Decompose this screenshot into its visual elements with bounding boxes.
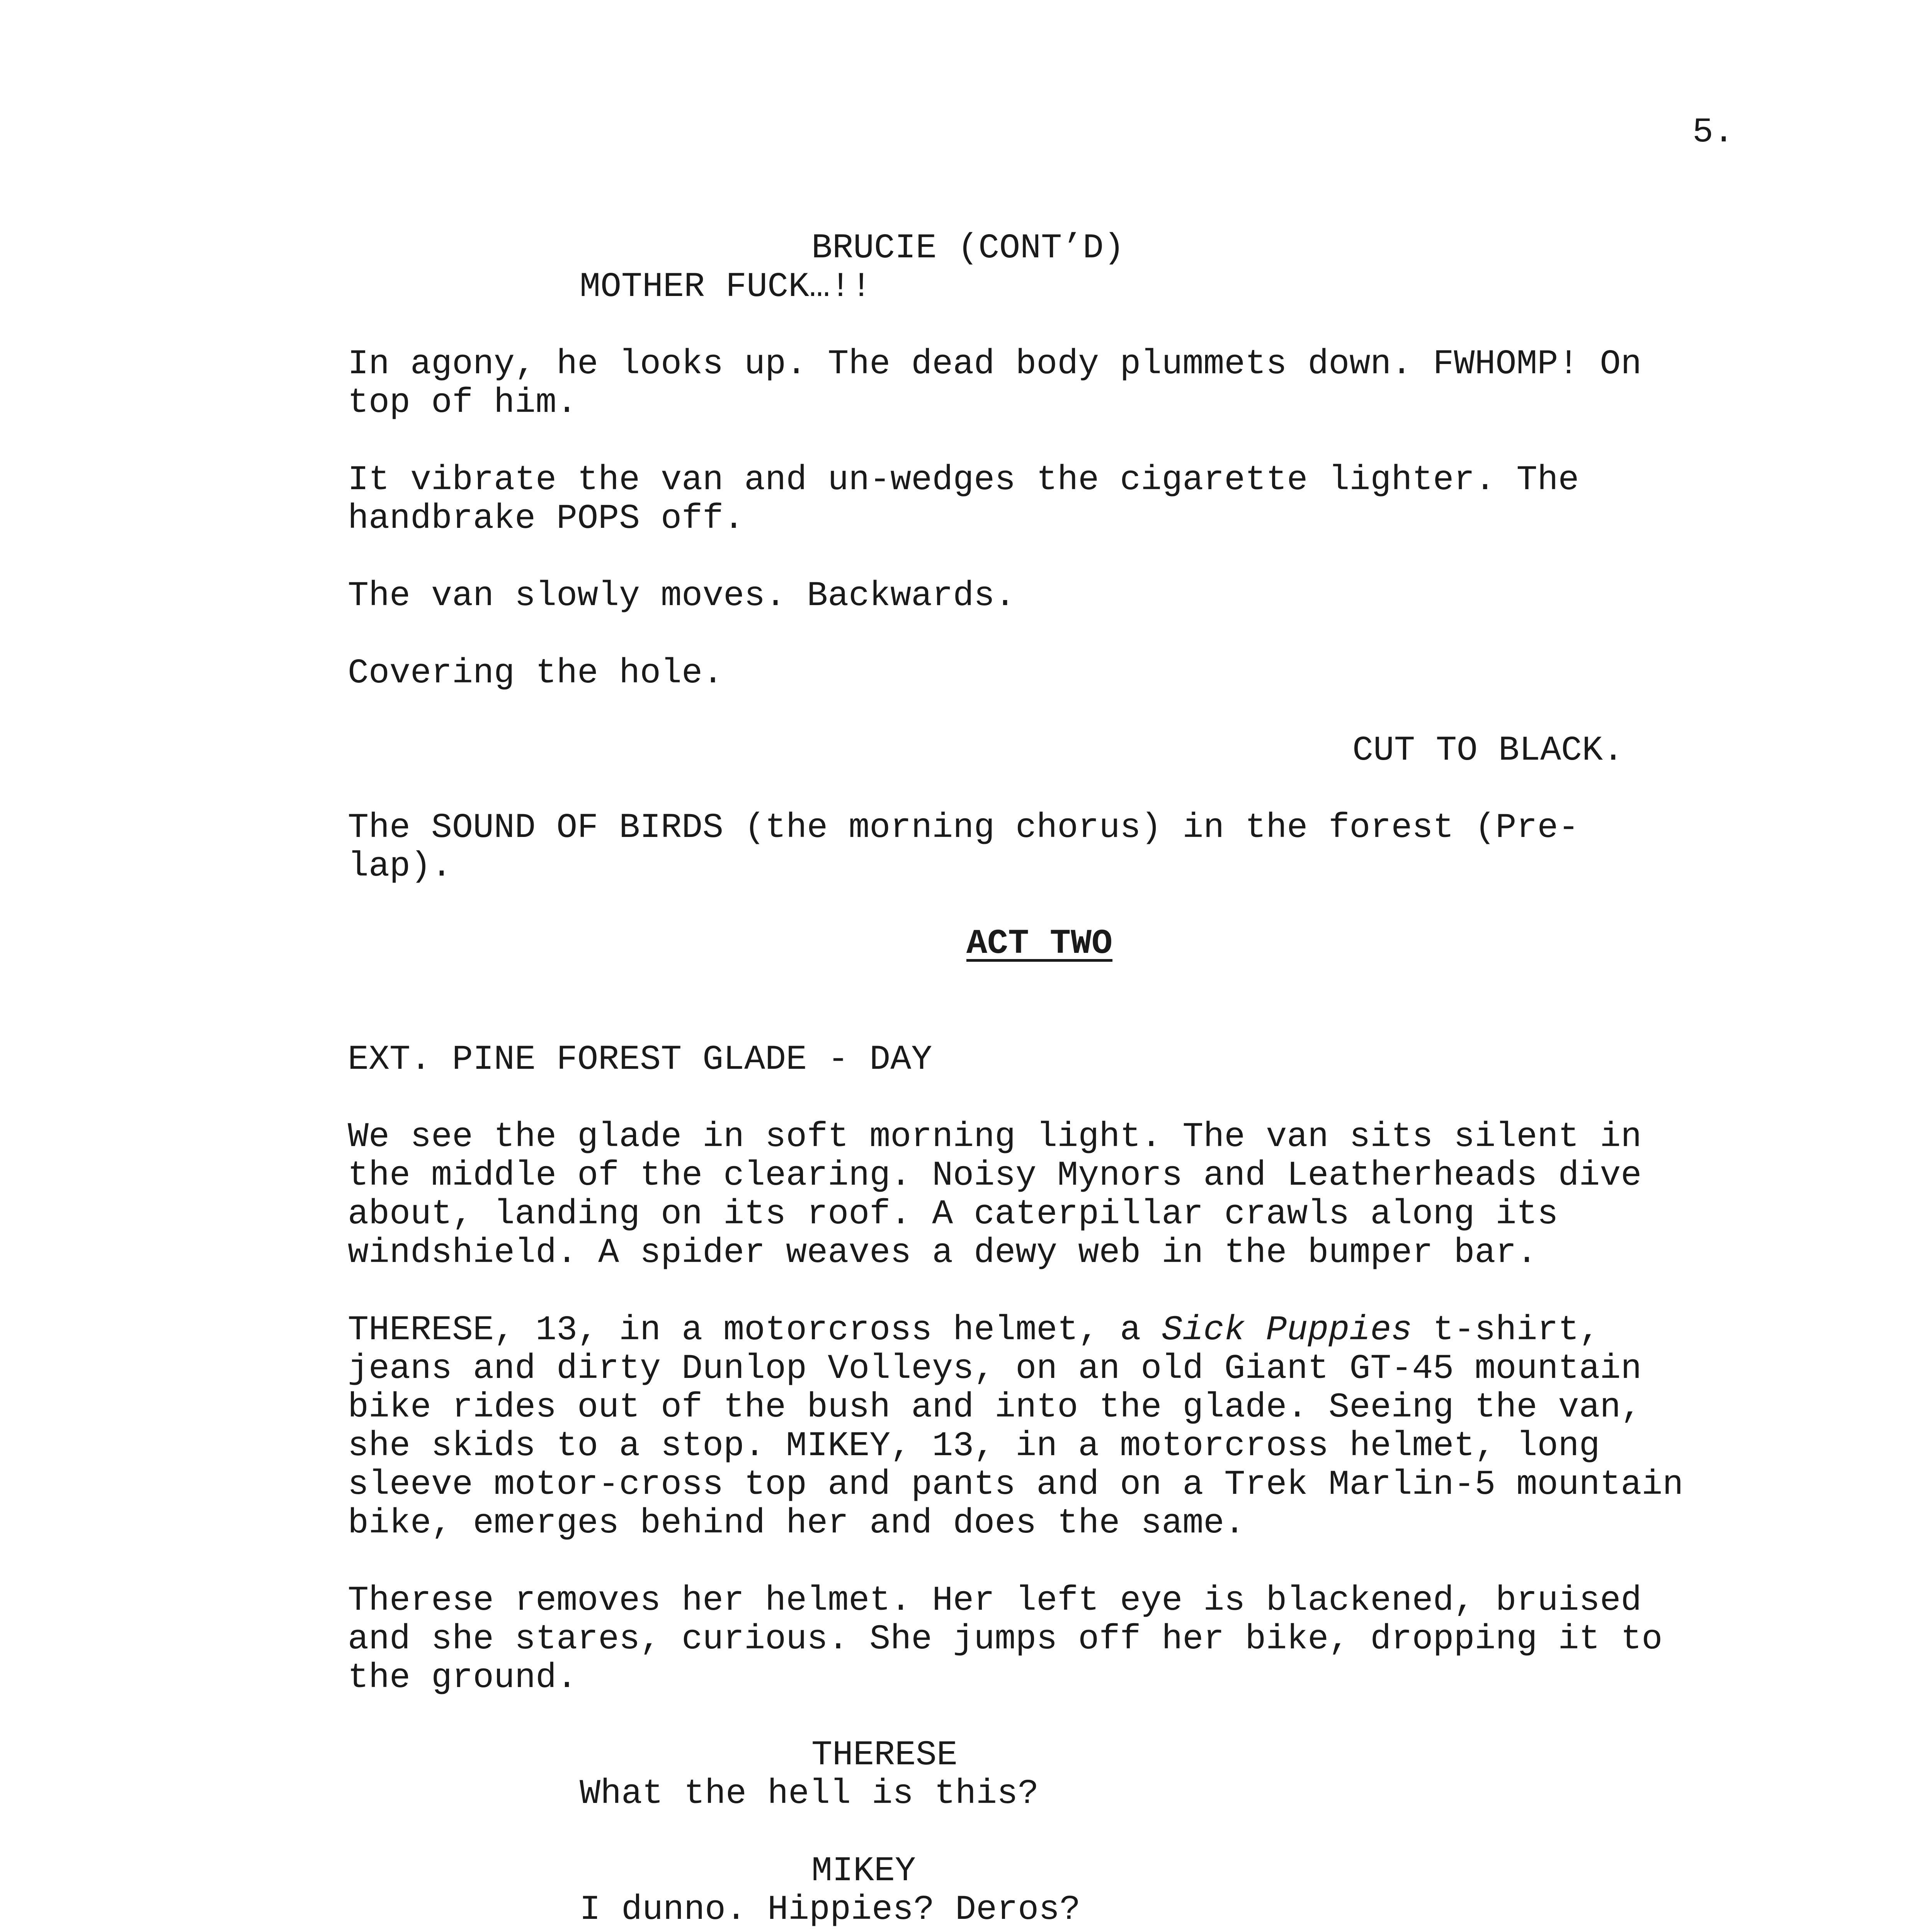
act-heading: ACT TWO	[966, 924, 1113, 964]
dialogue-line: MOTHER FUCK…!!	[580, 267, 872, 307]
action-line: top of him.	[348, 383, 578, 423]
dialogue-line: What the hell is this?	[580, 1774, 1039, 1814]
action-line: about, landing on its roof. A caterpillar crawls along its	[348, 1195, 1558, 1234]
action-line: the ground.	[348, 1658, 578, 1698]
action-line: It vibrate the van and un-wedges the cigarette lighter. The	[348, 461, 1579, 500]
action-line: We see the glade in soft morning light. The van sits silent in	[348, 1117, 1642, 1157]
action-line: handbrake POPS off.	[348, 499, 745, 539]
action-line: windshield. A spider weaves a dewy web in the bumper bar.	[348, 1233, 1537, 1273]
character-name: BRUCIE (CONT’D)	[811, 229, 1125, 268]
action-line: In agony, he looks up. The dead body plummets down. FWHOMP! On	[348, 345, 1642, 384]
character-name: THERESE	[811, 1736, 958, 1775]
action-text: t-shirt,	[1412, 1311, 1600, 1350]
action-line: and she stares, curious. She jumps off her bike, dropping it to	[348, 1620, 1663, 1659]
scene-heading: EXT. PINE FOREST GLADE - DAY	[348, 1040, 932, 1080]
page-number: 5.	[1692, 113, 1735, 152]
action-line	[348, 1311, 1600, 1350]
italic-title: Sick Puppies	[1162, 1311, 1412, 1350]
action-line: she skids to a stop. MIKEY, 13, in a motorcross helmet, long	[348, 1427, 1600, 1466]
action-line: bike rides out of the bush and into the glade. Seeing the van,	[348, 1388, 1642, 1427]
action-line: Therese removes her helmet. Her left eye is blackened, bruised	[348, 1581, 1642, 1621]
transition: CUT TO BLACK.	[1352, 731, 1624, 770]
action-line: The van slowly moves. Backwards.	[348, 577, 1016, 616]
action-text: THERESE, 13, in a motorcross helmet, a	[348, 1311, 1162, 1350]
action-line: lap).	[348, 847, 452, 886]
action-line: The SOUND OF BIRDS (the morning chorus) in the forest (Pre-	[348, 808, 1579, 848]
character-name: MIKEY	[811, 1852, 916, 1891]
action-line: the middle of the clearing. Noisy Mynors and Leatherheads dive	[348, 1156, 1642, 1196]
action-line: Covering the hole.	[348, 654, 724, 693]
action-line: sleeve motor-cross top and pants and on a Trek Marlin-5 mountain	[348, 1465, 1684, 1505]
action-line: bike, emerges behind her and does the same.	[348, 1504, 1245, 1543]
dialogue-line: I dunno. Hippies? Deros?	[580, 1890, 1081, 1930]
action-line: jeans and dirty Dunlop Volleys, on an old Giant GT-45 mountain	[348, 1349, 1642, 1389]
